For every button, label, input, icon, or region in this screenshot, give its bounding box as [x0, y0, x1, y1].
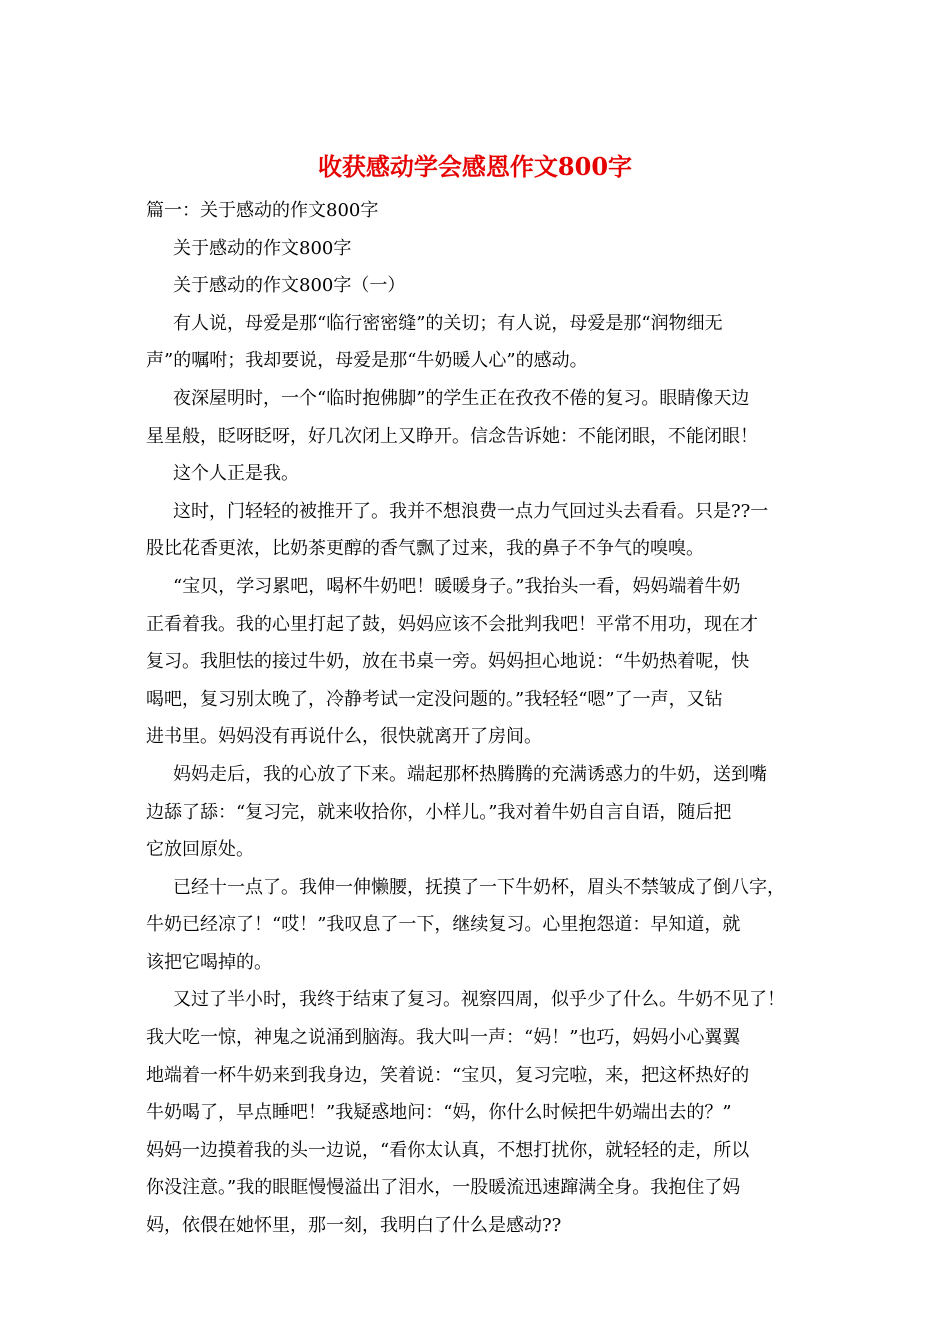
text-line: 你没注意。”我的眼眶慢慢溢出了泪水，一股暖流迅速蹿满全身。我抱住了妈 — [146, 1177, 741, 1199]
text-line: 已经十一点了。我伸一伸懒腰，抚摸了一下牛奶杯，眉头不禁皱成了倒八字， — [173, 876, 785, 898]
text-line: 这时，门轻轻的被推开了。我并不想浪费一点力气回过头去看看。只是??一 — [173, 500, 769, 522]
subheading: 关于感动的作文800字 — [173, 237, 352, 259]
text-line: “宝贝，学习累吧，喝杯牛奶吧！暖暖身子。”我抬头一看，妈妈端着牛奶 — [173, 575, 741, 597]
text-line: 妈妈走后，我的心放了下来。端起那杯热腾腾的充满诱惑力的牛奶，送到嘴 — [173, 763, 767, 785]
text-line: 星星般，眨呀眨呀，好几次闭上又睁开。信念告诉她：不能闭眼，不能闭眼！ — [146, 425, 758, 447]
text-line: 有人说，母爱是那“临行密密缝”的关切；有人说，母爱是那“润物细无 — [173, 312, 723, 334]
text-line: 声”的嘱咐；我却要说，母爱是那“牛奶暖人心”的感动。 — [146, 350, 588, 372]
document-title: 收获感动学会感恩作文800字 — [317, 152, 633, 181]
text-line: 我大吃一惊，神鬼之说涌到脑海。我大叫一声：“妈！”也巧，妈妈小心翼翼 — [146, 1027, 741, 1049]
document-body — [146, 196, 810, 1249]
text-line: 喝吧，复习别太晚了，冷静考试一定没问题的。”我轻轻“嗯”了一声，又钻 — [146, 688, 723, 710]
text-line: 这个人正是我。 — [173, 463, 299, 485]
section-heading: 篇一：关于感动的作文800字 — [146, 200, 379, 221]
text-line: 地端着一杯牛奶来到我身边，笑着说：“宝贝，复习完啦，来，把这杯热好的 — [146, 1064, 750, 1086]
text-line: 妈妈一边摸着我的头一边说，“看你太认真，不想打扰你，就轻轻的走，所以 — [146, 1139, 750, 1161]
text-line: 它放回原处。 — [146, 839, 254, 861]
subheading: 关于感动的作文800字（一） — [173, 275, 406, 297]
text-line: 进书里。妈妈没有再说什么，很快就离开了房间。 — [146, 726, 542, 748]
text-line: 股比花香更浓，比奶茶更醇的香气飘了过来，我的鼻子不争气的嗅嗅。 — [146, 538, 704, 560]
text-line: 该把它喝掉的。 — [146, 951, 272, 973]
text-line: 又过了半小时，我终于结束了复习。视察四周，似乎少了什么。牛奶不见了！ — [173, 989, 785, 1011]
text-line: 正看着我。我的心里打起了鼓，妈妈应该不会批判我吧！平常不用功，现在才 — [146, 613, 758, 635]
text-line: 边舔了舔：“复习完，就来收拾你，小样儿。”我对着牛奶自言自语，随后把 — [146, 801, 732, 823]
text-line: 复习。我胆怯的接过牛奶，放在书桌一旁。妈妈担心地说：“牛奶热着呢，快 — [146, 651, 750, 673]
text-line: 牛奶已经凉了！“哎！”我叹息了一下，继续复习。心里抱怨道：早知道，就 — [146, 914, 741, 936]
text-line: 夜深屋明时，一个“临时抱佛脚”的学生正在孜孜不倦的复习。眼睛像天边 — [173, 387, 750, 409]
text-line: 牛奶喝了，早点睡吧！”我疑惑地问：“妈，你什么时候把牛奶端出去的？” — [146, 1102, 732, 1124]
text-line: 妈，依偎在她怀里，那一刻，我明白了什么是感动?? — [146, 1215, 562, 1237]
